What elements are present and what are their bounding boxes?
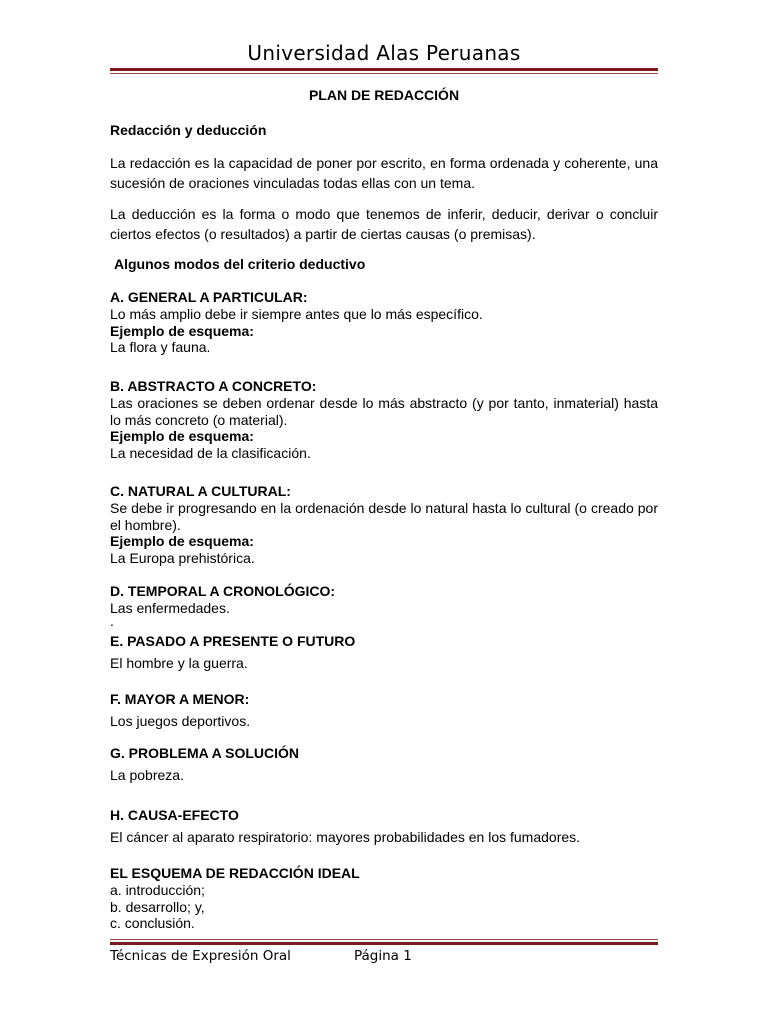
ideal-scheme-heading: EL ESQUEMA DE REDACCIÓN IDEAL [110, 865, 360, 881]
header-divider [110, 68, 658, 74]
mode-d [110, 583, 658, 629]
mode-a [110, 289, 658, 356]
mode-a-heading: A. GENERAL A PARTICULAR: [110, 289, 308, 305]
modes-title: Algunos modos del criterio deductivo [114, 256, 366, 272]
mode-h-heading: H. CAUSA-EFECTO [110, 807, 239, 823]
mode-c-heading: C. NATURAL A CULTURAL: [110, 483, 291, 499]
mode-a-example-label: Ejemplo de esquema: [110, 322, 254, 339]
ideal-item-desarrollo: b. desarrollo; y, [110, 898, 205, 915]
mode-c-text: Se debe ir progresando en la ordenación desde lo natural hasta lo cultural (o creado por el hombre). [110, 499, 658, 533]
mode-c-example: La Europa prehistórica. [110, 550, 255, 567]
mode-a-example: La flora y fauna. [110, 339, 211, 356]
footer-page-number: Página 1 [354, 948, 412, 964]
document-title: PLAN DE REDACCIÓN [308, 87, 460, 103]
mode-h [110, 807, 658, 846]
footer-divider [110, 939, 658, 945]
mode-c [110, 483, 658, 567]
mode-b-text: Las oraciones se deben ordenar desde lo más abstracto (y por tanto, inmaterial) hasta lo más concreto (o material). [110, 394, 658, 428]
mode-e [110, 633, 658, 672]
mode-a-text: Lo más amplio debe ir siempre antes que lo más específico. [110, 305, 483, 322]
paragraph-deduccion: La deducción es la forma o modo que tenemos de inferir, deducir, derivar o concluir ciertos efectos (o resultados) a partir de ciertas causas (o premisas). [110, 206, 658, 242]
header-divider-thin [110, 73, 658, 74]
mode-g [110, 745, 658, 784]
mode-f-heading: F. MAYOR A MENOR: [110, 691, 250, 707]
mode-b [110, 378, 658, 462]
mode-d-stray-mark: . [110, 612, 114, 629]
page-header-title: Universidad Alas Peruanas [247, 41, 521, 65]
mode-b-heading: B. ABSTRACTO A CONCRETO: [110, 378, 317, 394]
mode-g-heading: G. PROBLEMA A SOLUCIÓN [110, 745, 299, 761]
mode-f [110, 691, 658, 730]
mode-g-text: La pobreza. [110, 766, 184, 783]
mode-e-heading: E. PASADO A PRESENTE O FUTURO [110, 633, 356, 649]
mode-b-example-label: Ejemplo de esquema: [110, 428, 254, 445]
ideal-item-conclusion: c. conclusión. [110, 915, 195, 932]
mode-f-text: Los juegos deportivos. [110, 712, 251, 729]
footer-divider-thick [110, 942, 658, 945]
ideal-item-introduccion: a. introducción; [110, 881, 205, 898]
mode-c-example-label: Ejemplo de esquema: [110, 533, 254, 550]
mode-d-text: Las enfermedades. [110, 599, 230, 616]
mode-e-text: El hombre y la guerra. [110, 654, 248, 671]
ideal-scheme [110, 865, 658, 932]
mode-b-example: La necesidad de la clasificación. [110, 445, 311, 462]
mode-h-text: El cáncer al aparato respiratorio: mayores probabilidades en los fumadores. [110, 828, 581, 845]
footer-course: Técnicas de Expresión Oral [110, 948, 291, 964]
mode-d-heading: D. TEMPORAL A CRONOLÓGICO: [110, 583, 336, 599]
section-title: Redacción y deducción [110, 122, 267, 138]
paragraph-redaccion: La redacción es la capacidad de poner por escrito, en forma ordenada y coherente, una sucesión de oraciones vinculadas todas ellas con un tema. [110, 155, 658, 191]
